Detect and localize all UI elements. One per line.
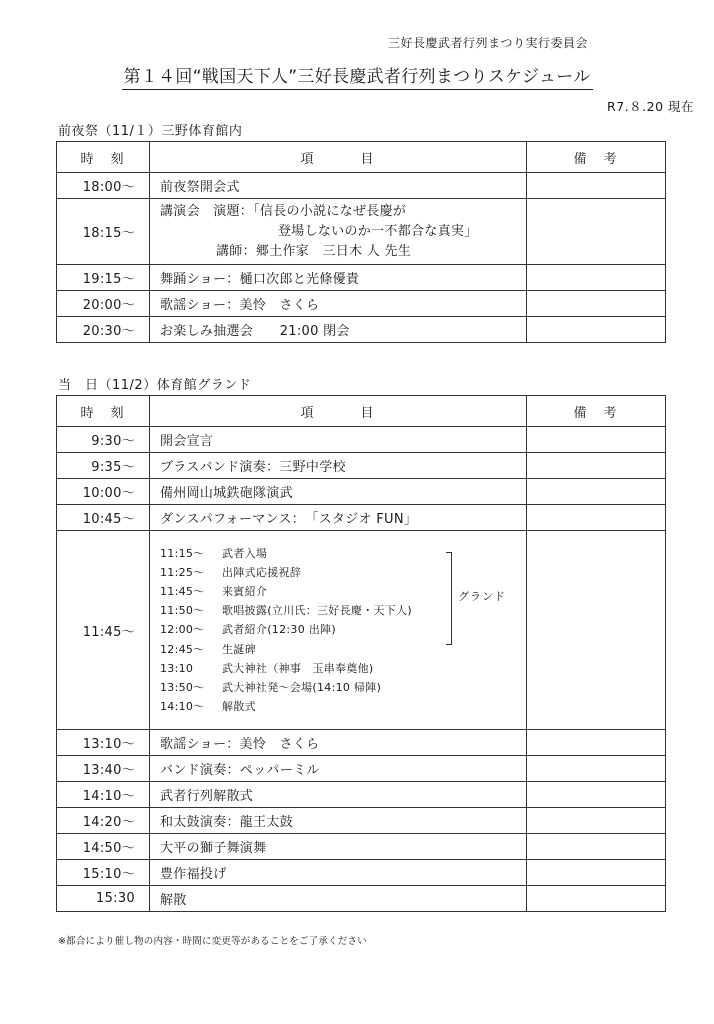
sub-time: 11:50～ <box>160 604 205 618</box>
table-row <box>57 453 666 479</box>
row-item: お楽しみ抽選会 21:00 閉会 <box>150 317 527 343</box>
row-note <box>527 808 666 834</box>
row-note <box>527 427 666 453</box>
row-item: バンド演奏：ペッパーミル <box>150 756 527 782</box>
organizer-name: 三好長慶武者行列まつり実行委員会 <box>387 36 588 50</box>
row-note <box>527 886 666 912</box>
row-item: 和太鼓演奏：龍王太鼓 <box>150 808 527 834</box>
table-row <box>57 199 666 265</box>
table-row <box>57 427 666 453</box>
table-row <box>57 886 666 912</box>
row-item-sublist <box>150 531 527 730</box>
row-note <box>527 291 666 317</box>
sub-item: 出陣式応援祝辞 <box>222 565 302 579</box>
footnote: ※都合により催し物の内容・時間に変更等があることをご了承ください <box>58 936 367 947</box>
sub-item: 武大神社発～会場(14:10 帰陣) <box>222 681 382 694</box>
sub-time: 13:10 <box>160 661 194 675</box>
sub-time: 12:45～ <box>160 642 205 656</box>
as-of-date: R7.８.20 現在 <box>607 99 694 114</box>
row-item: 解散 <box>150 886 527 912</box>
table-row <box>57 730 666 756</box>
document-title <box>0 62 714 87</box>
row-item: 豊作福投げ <box>150 860 527 886</box>
row-note <box>527 173 666 199</box>
table-row <box>57 756 666 782</box>
row-item: 歌謡ショー：美怜 さくら <box>150 730 527 756</box>
row-time: 13:40～ <box>57 756 150 782</box>
row-note <box>527 756 666 782</box>
sub-time: 12:00～ <box>160 623 205 637</box>
table-row-block <box>57 531 666 730</box>
row-note <box>527 860 666 886</box>
row-item: 歌謡ショー：美怜 さくら <box>150 291 527 317</box>
row-note <box>527 730 666 756</box>
eve-schedule-table <box>56 141 666 343</box>
list-item <box>160 640 516 659</box>
col-note-header: 備 考 <box>527 396 666 427</box>
row-time: 13:10～ <box>57 730 150 756</box>
col-item-header: 項 目 <box>150 142 527 173</box>
row-item: ブラスバンド演奏：三野中学校 <box>150 453 527 479</box>
row-time: 19:15～ <box>57 265 150 291</box>
col-time-header: 時 刻 <box>57 396 150 427</box>
sub-time: 11:15～ <box>160 546 205 560</box>
sub-time: 13:50～ <box>160 681 205 694</box>
table-row <box>57 860 666 886</box>
list-item <box>160 678 516 697</box>
lecture-line-3: 講師：郷土作家 三日木 人 先生 <box>216 243 412 259</box>
row-note <box>527 782 666 808</box>
row-time: 9:35～ <box>57 453 150 479</box>
table-row <box>57 834 666 860</box>
eve-section-heading: 前夜祭（11/１）三野体育館内 <box>58 124 243 139</box>
row-time: 9:30～ <box>57 427 150 453</box>
row-time: 18:15～ <box>57 199 150 265</box>
row-note <box>527 453 666 479</box>
lecture-line-2: 登場しないのか一不都合な真実」 <box>278 223 478 239</box>
table-row <box>57 808 666 834</box>
sub-time: 11:45～ <box>160 584 205 598</box>
sub-schedule-list <box>160 542 516 719</box>
table-row <box>57 782 666 808</box>
col-time-header: 時 刻 <box>57 142 150 173</box>
row-note <box>527 265 666 291</box>
row-note <box>527 199 666 265</box>
row-note <box>527 317 666 343</box>
eve-header-row <box>57 142 666 173</box>
sub-item: 生誕碑 <box>222 642 256 656</box>
row-item-lecture <box>150 199 527 265</box>
grand-bracket <box>446 552 452 645</box>
row-time: 14:50～ <box>57 834 150 860</box>
row-note <box>527 834 666 860</box>
row-time: 20:30～ <box>57 317 150 343</box>
row-item: 大平の獅子舞演舞 <box>150 834 527 860</box>
table-row <box>57 291 666 317</box>
row-time: 10:00～ <box>57 479 150 505</box>
day-schedule-table <box>56 395 666 912</box>
sub-time: 14:10～ <box>160 700 205 714</box>
row-time: 15:30 <box>57 886 150 912</box>
row-note <box>527 505 666 531</box>
list-item <box>160 620 516 639</box>
list-item <box>160 563 516 582</box>
table-row <box>57 265 666 291</box>
row-item: 前夜祭開会式 <box>150 173 527 199</box>
table-row <box>57 479 666 505</box>
col-item-header: 項 目 <box>150 396 527 427</box>
sub-item: 武大神社（神事 玉串奉奠他) <box>222 661 374 675</box>
day-header-row <box>57 396 666 427</box>
col-note-header: 備 考 <box>527 142 666 173</box>
sub-item: 解散式 <box>222 700 256 714</box>
row-time: 14:20～ <box>57 808 150 834</box>
row-time: 15:10～ <box>57 860 150 886</box>
list-item <box>160 544 516 563</box>
row-note <box>527 531 666 730</box>
table-row <box>57 505 666 531</box>
row-item: 備州岡山城鉄砲隊演武 <box>150 479 527 505</box>
table-row <box>57 173 666 199</box>
list-item <box>160 697 516 716</box>
sub-time: 11:25～ <box>160 565 205 579</box>
sub-item: 武者入場 <box>222 546 268 560</box>
row-time: 11:45～ <box>57 531 150 730</box>
sub-item: 来賓紹介 <box>222 584 268 598</box>
day-section-heading: 当 日（11/2）体育館グランド <box>58 378 252 393</box>
row-note <box>527 479 666 505</box>
row-item: 開会宣言 <box>150 427 527 453</box>
row-time: 20:00～ <box>57 291 150 317</box>
list-item <box>160 659 516 678</box>
table-row <box>57 317 666 343</box>
row-item: ダンスパフォーマンス： 「スタジオ FUN」 <box>150 505 527 531</box>
grand-bracket-label: グランド <box>458 589 506 603</box>
row-item: 武者行列解散式 <box>150 782 527 808</box>
row-time: 18:00～ <box>57 173 150 199</box>
sub-item: 歌唱披露(立川氏：三好長慶・天下人) <box>222 604 412 618</box>
row-time: 14:10～ <box>57 782 150 808</box>
sub-item: 武者紹介(12:30 出陣) <box>222 623 336 637</box>
row-time: 10:45～ <box>57 505 150 531</box>
row-item: 舞踊ショー：樋口次郎と光條優貴 <box>150 265 527 291</box>
lecture-line-1: 講演会 演題：「信長の小説になぜ長慶が <box>160 203 407 219</box>
document-title-text: 第１４回“戦国天下人”三好長慶武者行列まつりスケジュール <box>122 67 593 90</box>
